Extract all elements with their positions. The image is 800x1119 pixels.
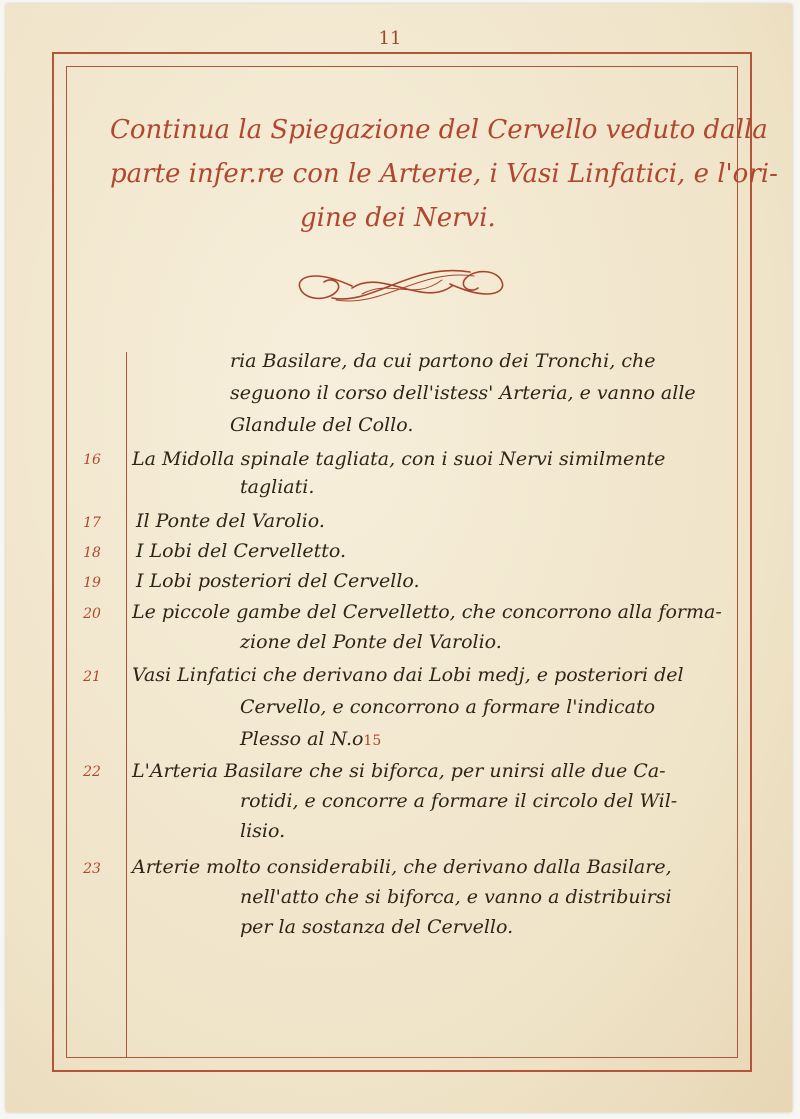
page-heading	[110, 108, 778, 240]
entry-20-line-1: Le piccole gambe del Cervelletto, che concorrono alla forma-	[132, 601, 722, 623]
entry-number: 20	[83, 606, 101, 622]
entry-21-line-3-text: Plesso al N.o	[240, 728, 364, 750]
entry-17-line-1: Il Ponte del Varolio.	[136, 510, 325, 532]
entry-number: 22	[83, 764, 101, 780]
heading-line-3: gine dei Nervi.	[300, 203, 496, 233]
figure-reference-number: 15	[363, 733, 382, 749]
entry-19-line-1: I Lobi posteriori del Cervello.	[136, 570, 420, 592]
entry-16-line-2: tagliati.	[240, 476, 315, 498]
entry-23-line-1: Arterie molto considerabili, che derivano dalla Basilare,	[132, 856, 672, 878]
entry-number: 23	[83, 861, 101, 877]
continuation-line-1: ria Basilare, da cui partono dei Tronchi, che	[230, 350, 656, 372]
page-number: 11	[378, 28, 402, 49]
heading-line-1: Continua la Spiegazione del Cervello veduto dalla	[110, 115, 768, 145]
entry-number: 16	[83, 452, 101, 468]
continuation-line-3: Glandule del Collo.	[230, 414, 414, 436]
entry-21-line-3	[240, 728, 381, 750]
entry-22-line-1: L'Arteria Basilare che si biforca, per unirsi alle due Ca-	[132, 760, 666, 782]
entry-number: 18	[83, 545, 101, 561]
entry-23-line-3: per la sostanza del Cervello.	[240, 916, 514, 938]
entry-20-line-2: zione del Ponte del Varolio.	[240, 631, 502, 653]
heading-line-2: parte infer.re con le Arterie, i Vasi Linfatici, e l'ori-	[110, 159, 778, 189]
calligraphic-flourish	[292, 258, 510, 312]
entry-21-line-2: Cervello, e concorrono a formare l'indicato	[240, 696, 656, 718]
entry-16-line-1: La Midolla spinale tagliata, con i suoi Nervi similmente	[132, 448, 666, 470]
entry-18-line-1: I Lobi del Cervelletto.	[136, 540, 347, 562]
entry-22-line-3: lisio.	[240, 820, 286, 842]
entry-number: 19	[83, 575, 101, 591]
entry-number: 21	[83, 669, 101, 685]
entry-number: 17	[83, 515, 101, 531]
margin-rule	[126, 352, 127, 1058]
entry-23-line-2: nell'atto che si biforca, e vanno a distribuirsi	[240, 886, 672, 908]
continuation-line-2: seguono il corso dell'istess' Arteria, e vanno alle	[230, 382, 696, 404]
entry-22-line-2: rotidi, e concorre a formare il circolo del Wil-	[240, 790, 678, 812]
entry-21-line-1: Vasi Linfatici che derivano dai Lobi medj, e posteriori del	[132, 664, 684, 686]
